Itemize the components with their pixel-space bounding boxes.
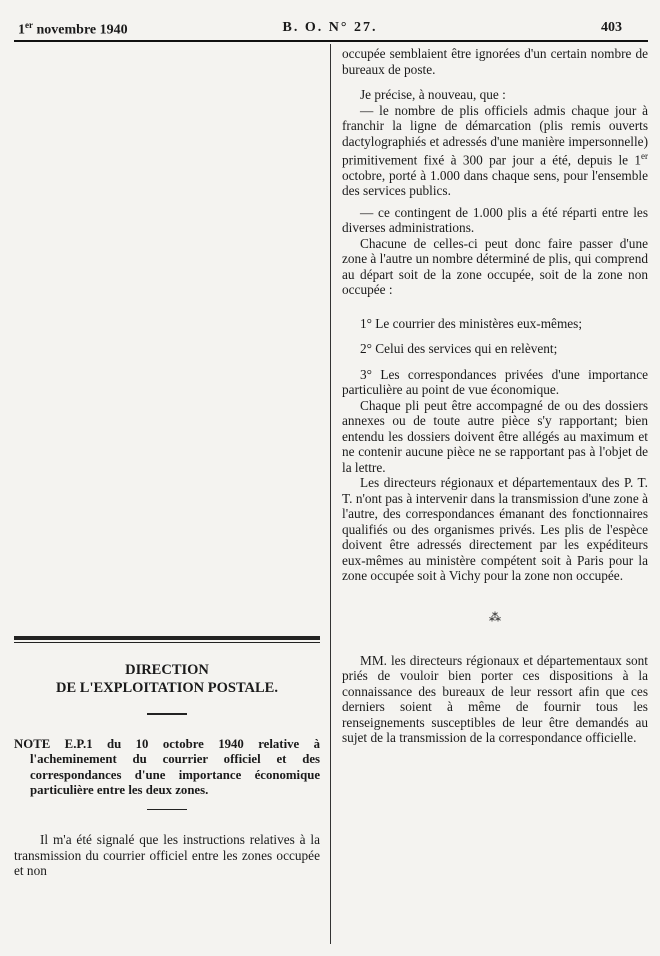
asterism-separator: ⁂ (489, 609, 501, 624)
left-column (14, 636, 320, 879)
body-paragraph: Chaque pli peut être accompagné de ou des dossiers annexes ou de toute autre pièce s'y rapportant; bien entendu les dossiers doivent être allégés au maximum et ne contenir aucune pièce ne se rapportant pas à l'objet de la lettre. (342, 397, 648, 475)
right-column (342, 46, 648, 746)
body-paragraph: Je précise, à nouveau, que : (360, 87, 506, 102)
body-paragraph: Les directeurs régionaux et départementaux des P. T. T. n'ont pas à intervenir dans la transmission d'une zone à l'autre, des correspondances émanant des fonctionnaires qualifiés ou des organismes privés. Les plis de l'espèce doivent être adressés directement par les expéditeurs eux-mêmes au ministère compétent soit à Paris pour la zone occupée soit à Vichy pour la zone non occupée. (342, 475, 648, 584)
direction-heading: DIRECTION DE L'EXPLOITATION POSTALE. (56, 662, 278, 696)
heading-separator (147, 713, 187, 715)
bulletin-title: B. O. N° 27. (282, 20, 378, 35)
body-paragraph: occupée semblaient être ignorées d'un certain nombre de bureaux de poste. (342, 46, 648, 77)
page-number: 403 (601, 20, 622, 35)
body-paragraph: MM. les directeurs régionaux et départementaux sont priés de vouloir bien porter ces dispositions à la connaissance des bureaux de leur ressort afin que ces derniers soient à même de fournir tous les renseignements susceptibles de leur être demandés au sujet de la transmission de la correspondance officielle. (342, 652, 648, 746)
issue-date: 1er novembre 1940 (18, 20, 128, 38)
note-separator (147, 809, 187, 811)
section-rule-thin (14, 642, 320, 643)
column-divider (330, 44, 331, 944)
body-paragraph: Il m'a été signalé que les instructions relatives à la transmission du courrier officiel entre les zones occupée et non (14, 832, 320, 878)
body-paragraph: Chacune de celles-ci peut donc faire passer d'une zone à l'autre un nombre déterminé de plis, qui comprend au départ soit de la zone occupée, soit de la zone non occupée : (342, 235, 648, 298)
list-item: 1° Le courrier des ministères eux-mêmes; (360, 315, 583, 331)
body-paragraph: — ce contingent de 1.000 plis a été réparti entre les diverses administrations. (342, 204, 648, 236)
list-item: 3° Les correspondances privées d'une importance particulière au point de vue économique. (342, 366, 648, 398)
note-summary: NOTE E.P.1 du 10 octobre 1940 relative à l'acheminement du courrier officiel et des correspondances d'une importance économique particulière entre les deux zones. (14, 736, 320, 797)
section-rule-thick (14, 636, 320, 640)
header-rule (14, 40, 648, 42)
list-item: 2° Celui des services qui en relèvent; (360, 341, 558, 357)
body-paragraph: — le nombre de plis officiels admis chaque jour à franchir la ligne de démarcation (plis remis ouverts dactylographiés et adressés d'une manière impersonnelle) primitivement fixé à 300 par jour a été, depuis le 1er octobre, porté à 1.000 dans chaque sens, pour l'ensemble des services publics. (342, 102, 648, 199)
page-header (0, 0, 660, 42)
